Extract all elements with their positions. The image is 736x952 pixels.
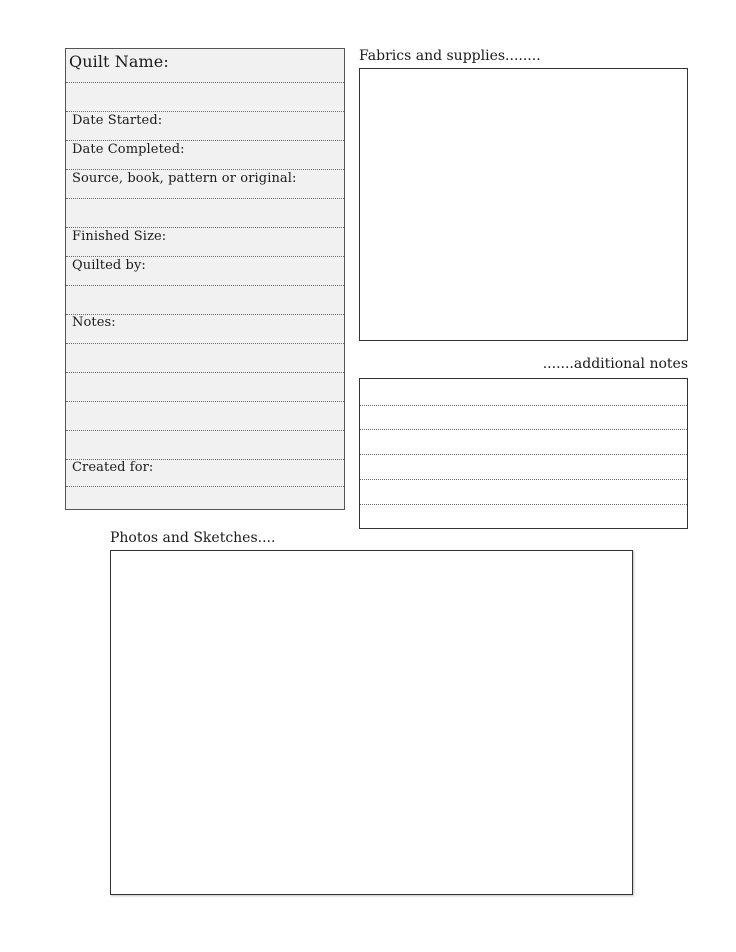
additional-notes-line-5[interactable] xyxy=(360,479,687,505)
finished-size-label: Finished Size: xyxy=(72,229,167,244)
fabrics-box[interactable] xyxy=(359,68,688,341)
date-started-label: Date Started: xyxy=(72,113,163,128)
quilted-by-line-2[interactable] xyxy=(66,285,344,315)
notes-line-2[interactable] xyxy=(66,343,344,373)
quilted-by-label: Quilted by: xyxy=(72,258,146,273)
additional-notes-line-4[interactable] xyxy=(360,454,687,480)
additional-notes-box[interactable] xyxy=(359,378,688,529)
additional-notes-line-3[interactable] xyxy=(360,429,687,455)
additional-notes-heading: .......additional notes xyxy=(542,356,688,372)
source-label: Source, book, pattern or original: xyxy=(72,171,297,186)
notes-line-5[interactable] xyxy=(66,430,344,460)
quilted-by-line[interactable] xyxy=(66,256,344,286)
date-completed-label: Date Completed: xyxy=(72,142,185,157)
notes-line-3[interactable] xyxy=(66,372,344,402)
fabrics-heading: Fabrics and supplies........ xyxy=(359,48,541,64)
quilt-name-line[interactable] xyxy=(66,49,344,83)
additional-notes-line-2[interactable] xyxy=(360,405,687,430)
additional-notes-line-1[interactable] xyxy=(360,379,687,406)
source-line[interactable] xyxy=(66,169,344,199)
date-started-line[interactable] xyxy=(66,111,344,141)
created-for-line[interactable] xyxy=(66,459,344,487)
notes-line-4[interactable] xyxy=(66,401,344,431)
date-completed-line[interactable] xyxy=(66,140,344,170)
quilt-name-label: Quilt Name: xyxy=(69,52,169,71)
source-line-2[interactable] xyxy=(66,198,344,228)
notes-label: Notes: xyxy=(72,315,116,330)
created-for-label: Created for: xyxy=(72,460,154,475)
photos-heading: Photos and Sketches.... xyxy=(110,530,276,546)
finished-size-line[interactable] xyxy=(66,227,344,257)
photos-box[interactable] xyxy=(110,550,633,895)
quilt-name-line-2[interactable] xyxy=(66,82,344,112)
quilt-info-panel xyxy=(65,48,345,510)
notes-line-1[interactable] xyxy=(66,314,344,344)
